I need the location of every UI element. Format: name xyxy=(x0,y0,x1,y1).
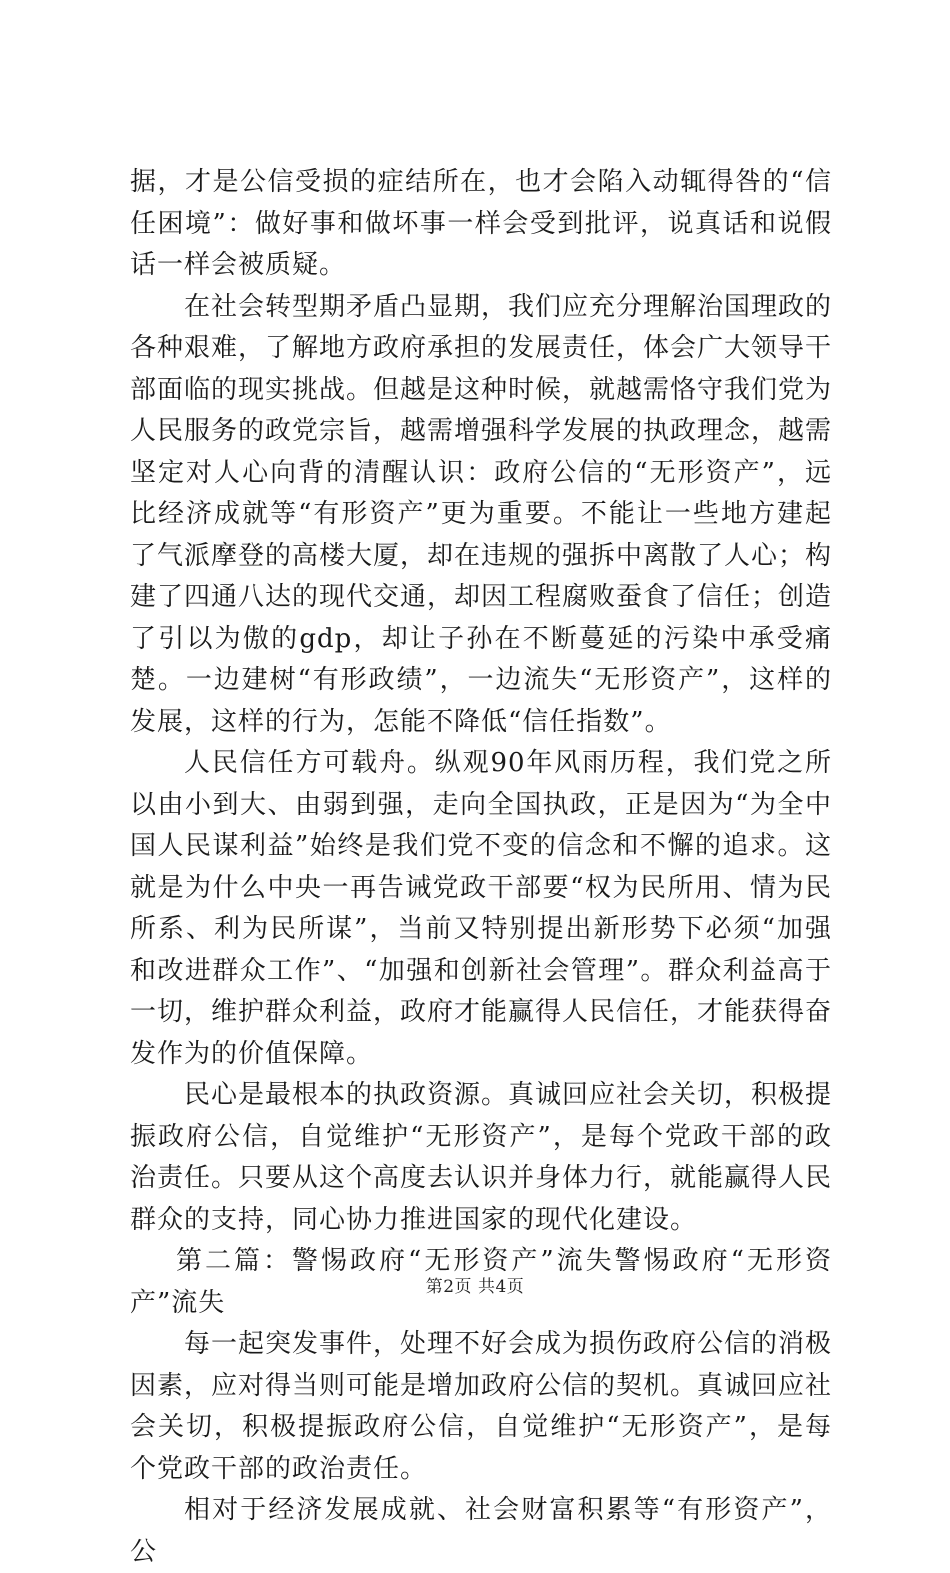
page-footer xyxy=(0,1272,950,1297)
paragraph: 相对于经济发展成就、社会财富积累等“有形资产”，公 xyxy=(130,1495,832,1567)
paragraph: 在社会转型期矛盾凸显期，我们应充分理解治国理政的各种艰难，了解地方政府承担的发展责任，体会广大领导干部面临的现实挑战。但越是这种时候，就越需恪守我们党为人民服务的政党宗旨，越需增强科学发展的执政理念，越需坚定对人心向背的清醒认识：政府公信的“无形资产”，远比经济成就等“有形资产”更为重要。不能让一些地方建起了气派摩登的高楼大厦，却在违规的强拆中离散了人心；构建了四通八达的现代交通，却因工程腐败蚕食了信任；创造了引以为傲的gdp，却让子孙在不断蔓延的污染中承受痛楚。一边建树“有形政绩”，一边流失“无形资产”，这样的发展，这样的行为，怎能不降低“信任指数”。 xyxy=(130,291,833,737)
paragraph: 民心是最根本的执政资源。真诚回应社会关切，积极提振政府公信，自觉维护“无形资产”，是每个党政干部的政治责任。只要从这个高度去认识并身体力行，就能赢得人民群众的支持，同心协力推进国家的现代化建设。 xyxy=(130,1080,833,1235)
section-heading: 第二篇：警惕政府“无形资产”流失警惕政府“无形资产”流失 xyxy=(130,1246,832,1318)
document-body xyxy=(130,162,832,1573)
paragraph: 每一起突发事件，处理不好会成为损伤政府公信的消极因素，应对得当则可能是增加政府公信的契机。真诚回应社会关切，积极提振政府公信，自觉维护“无形资产”，是每个党政干部的政治责任。 xyxy=(130,1329,833,1484)
paragraph-continued: 据，才是公信受损的症结所在，也才会陷入动辄得咎的“信任困境”：做好事和做坏事一样会受到批评，说真话和说假话一样会被质疑。 xyxy=(130,167,832,280)
paragraph: 人民信任方可载舟。纵观90年风雨历程，我们党之所以由小到大、由弱到强，走向全国执政，正是因为“为全中国人民谋利益”始终是我们党不变的信念和不懈的追求。这就是为什么中央一再告诫党政干部要“权为民所用、情为民所系、利为民所谋”，当前又特别提出新形势下必须“加强和改进群众工作”、“加强和创新社会管理”。群众利益高于一切，维护群众利益，政府才能赢得人民信任，才能获得奋发作为的价值保障。 xyxy=(130,748,833,1069)
page-number-label: 第2页 共4页 xyxy=(425,1277,525,1297)
